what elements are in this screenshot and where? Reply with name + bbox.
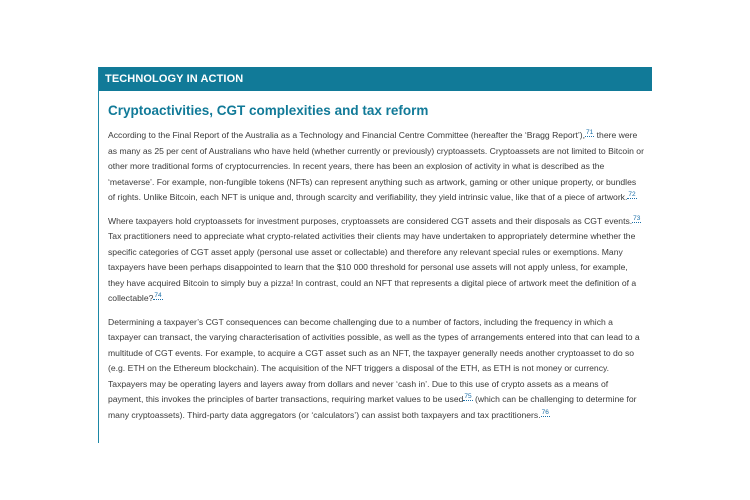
footnote-link-76[interactable]: 76 [541,408,549,416]
paragraph-3 [108,315,644,424]
footnote-link-72[interactable]: 72 [628,191,636,199]
paragraph-1 [108,128,644,206]
footnote-link-71[interactable]: 71 [586,129,594,137]
section-label: TECHNOLOGY IN ACTION [99,67,652,91]
footnote-link-75[interactable]: 75 [464,393,472,401]
paragraph-text: Where taxpayers hold cryptoassets for investment purposes, cryptoassets are considered CGT assets and their disposals as CGT events. [108,215,633,226]
box-body [99,91,652,423]
paragraph-2 [108,214,644,307]
footnote-link-74[interactable]: 74 [154,292,162,300]
paragraph-text: Tax practitioners need to appreciate what crypto-related activities their clients may have undertaken to appropriately determine whether the specific categories of CGT asset apply (personal use asset or collectable) and therefore any relevant special rules or exemptions. Many taxpayers have been perhaps disappointed to learn that the $10 000 threshold for personal use assets will not apply unless, for example, they have acquired Bitcoin to simply buy a pizza! In contrast, could an NFT that represents a digital piece of artwork meet the definition of a collectable? [108,231,637,303]
article-title: Cryptoactivities, CGT complexities and tax reform [108,103,429,118]
paragraph-text: According to the Final Report of the Australia as a Technology and Financial Centre Committee (hereafter the ‘Bragg Report’), [108,130,586,140]
technology-in-action-box [98,67,652,443]
paragraph-text: Determining a taxpayer’s CGT consequences can become challenging due to a number of factors, including the frequency in which a taxpayer can transact, the varying characterisation of activities possible, as well as the types of arrangements entered into that can lead to a multitude of CGT events. For example, to acquire a CGT asset such as an NFT, the taxpayer generally needs another cryptoasset to do so (e.g. ETH on the Ethereum blockchain). The acquisition of the NFT triggers a disposal of the ETH, as ETH is not money or currency. Taxpayers may be operating layers and layers away from dollars and never ‘cash in’. Due to this use of crypto assets as a means of payment, this invokes the principles of barter transactions, requiring market values to be used [108,316,640,404]
paragraph-text: there were as many as 25 per cent of Australians who have held (whether currently or previously) cryptoassets. Cryptoassets are not limited to Bitcoin or other more traditional forms of cryptocurrencies. In recent years, there has been an explosion of activity in what is described as the ‘metaverse’. For example, non-fungible tokens (NFTs) can represent anything such as artwork, gaming or other unique property, or bundles of rights. Unlike Bitcoin, each NFT is unique and, through scarcity and verifiability, they yield intrinsic value, like that of a piece of artwork. [108,130,644,202]
paragraph-text: (which can be challenging to determine for many cryptoassets). Third-party data aggregators (or ‘calculators’) can assist both taxpayers and tax practitioners. [108,394,637,420]
footnote-link-73[interactable]: 73 [633,214,641,222]
